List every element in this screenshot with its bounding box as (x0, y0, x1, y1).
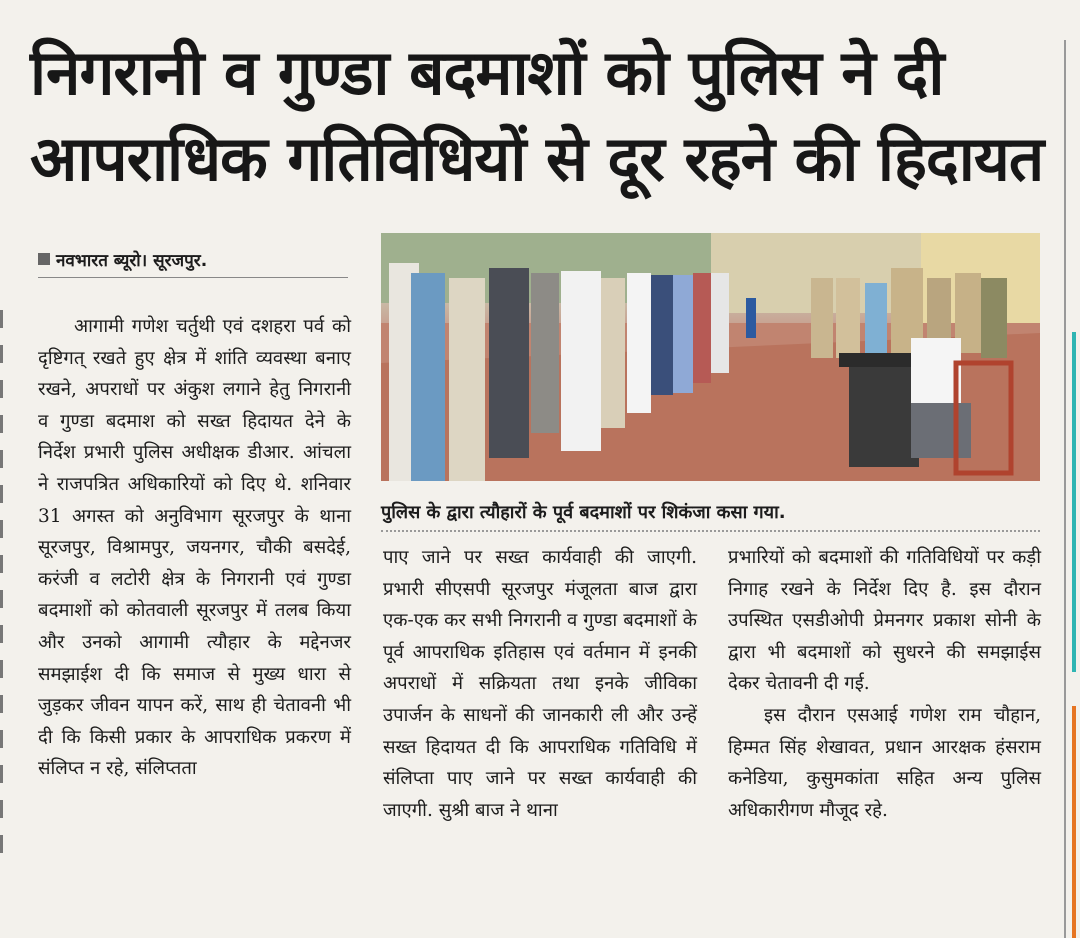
byline-text: नवभारत ब्यूरो। सूरजपुर. (56, 251, 208, 271)
article-paragraph: इस दौरान एसआई गणेश राम चौहान, हिम्मत सिंह शेखावत, प्रधान आरक्षक हंसराम कनेडिया, कुसुमकांता सहित अन्य पुलिस अधिकारीगण मौजूद रहे. (728, 704, 1041, 821)
article-column-2 (383, 542, 697, 826)
article-paragraph: पाए जाने पर सख्त कार्यवाही की जाएगी. प्रभारी सीएसपी सूरजपुर मंजूलता बाज द्वारा एक-एक कर सभी निगरानी व गुण्डा बदमाशों के पूर्व आपराधिक इतिहास एवं वर्तमान में इनकी अपराधों में सक्रियता तथा इनके जीविका उपार्जन के साधनों की जानकारी ली और उन्हें सख्त हिदायत दी कि आपराधिक गतिविधि में संलिप्ता पाए जाने पर सख्त कार्यवाही की जाएगी. सुश्री बाज ने थाना (383, 547, 697, 821)
article-column-1 (38, 311, 351, 785)
news-photo-illustration (381, 233, 1040, 481)
headline-line-2: आपराधिक गतिविधियों से दूर रहने की हिदायत (30, 122, 1044, 195)
accent-bar-teal (1072, 332, 1076, 672)
left-clipped-column (0, 310, 10, 870)
byline (38, 248, 348, 278)
right-clipped-column (1060, 40, 1080, 938)
headline-line-1: निगरानी व गुण्डा बदमाशों को पुलिस ने दी (30, 36, 944, 109)
article-paragraph: प्रभारियों को बदमाशों की गतिविधियों पर कड़ी निगाह रखने के निर्देश दिए है. इस दौरान उपस्थित एसडीओपी प्रेमनगर प्रकाश सोनी के द्वारा भी बदमाशों को सुधरने की समझाईस देकर चेतावनी दी गई. (728, 547, 1041, 695)
news-photo (381, 233, 1040, 481)
photo-caption: पुलिस के द्वारा त्यौहारों के पूर्व बदमाशों पर शिकंजा कसा गया. (381, 500, 1040, 532)
article-paragraph: आगामी गणेश चर्तुथी एवं दशहरा पर्व को दृष्टिगत् रखते हुए क्षेत्र में शांति व्यवस्था बनाए रखने, अपराधों पर अंकुश लगाने हेतु निगरानी व गुण्डा बदमाश को सख्त हिदायत देने के निर्देश प्रभारी पुलिस अधीक्षक डीआर. आंचला ने राजपत्रित अधिकारियों को दिए थे. शनिवार 31 अगस्त को अनुविभाग सूरजपुर के थाना सूरजपुर, विश्रामपुर, जयनगर, चौकी बसदेई, करंजी व लटोरी क्षेत्र के निगरानी एवं गुण्डा बदमाशों को कोतवाली सूरजपुर में तलब किया और उनको आगामी त्यौहार के मद्देनजर समझाईश दी कि समाज से मुख्य धारा से जुड़कर जीवन यापन करें, साथ ही चेतावनी भी दी कि किसी प्रकार के आपराधिक प्रकरण में संलिप्त न रहे, संलिप्तता (38, 316, 351, 780)
accent-bar-orange (1072, 706, 1076, 938)
headline (30, 30, 1050, 202)
article-column-3 (728, 542, 1041, 826)
square-bullet-icon (38, 253, 50, 265)
